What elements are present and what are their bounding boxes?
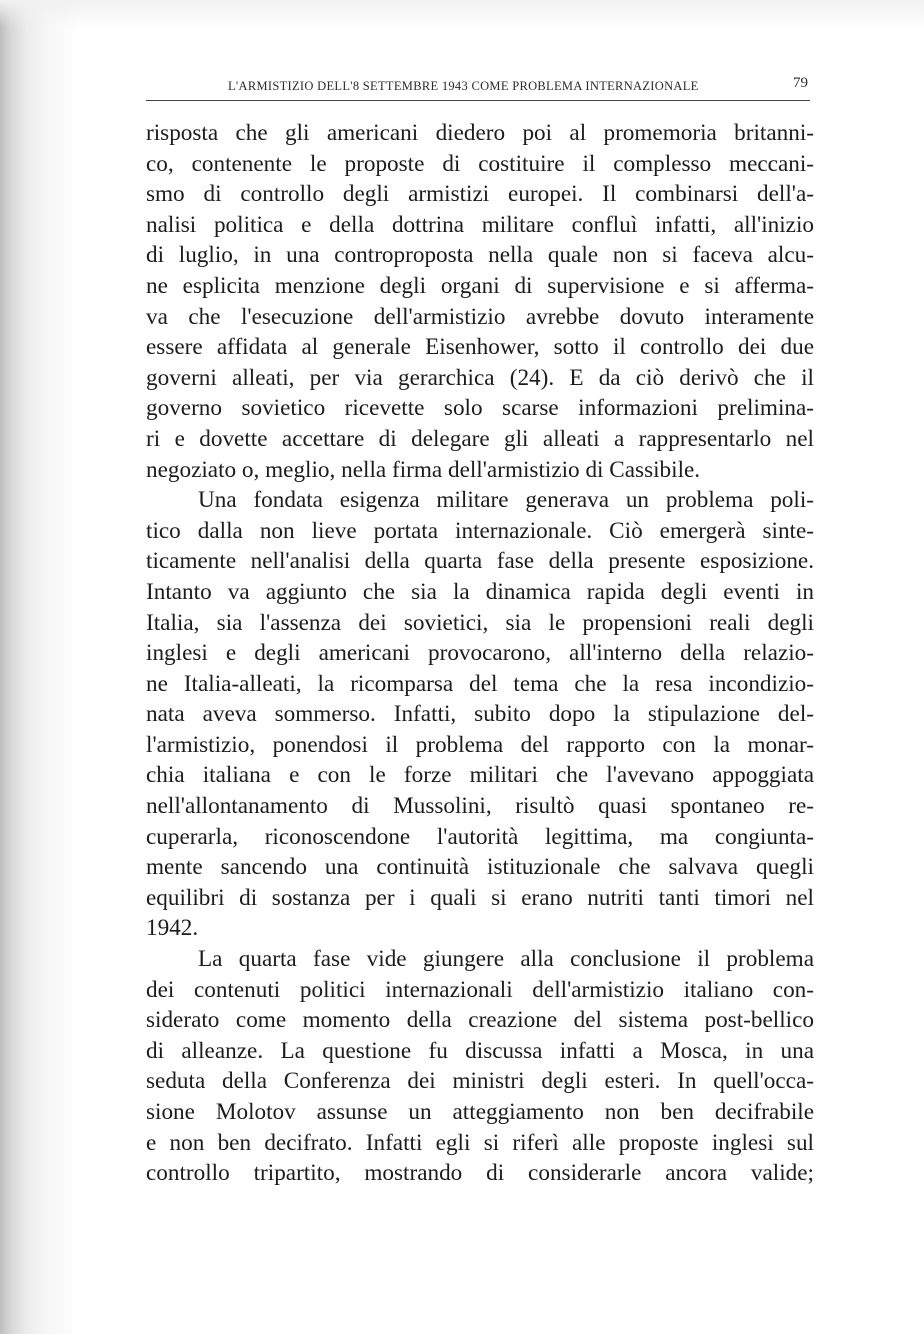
text-line: siderato come momento della creazione del sistema post-bellico: [146, 1007, 814, 1034]
text-line: ne esplicita menzione degli organi di supervisione e si afferma-: [146, 272, 814, 299]
text-line: negoziato o, meglio, nella firma dell'armistizio di Cassibile.: [146, 456, 701, 483]
text-line: ticamente nell'analisi della quarta fase della presente esposizione.: [146, 548, 814, 575]
text-line: co, contenente le proposte di costituire il complesso meccani-: [146, 150, 814, 177]
text-line: nell'allontanamento di Mussolini, risultò quasi spontaneo re-: [146, 793, 814, 820]
text-line: mente sancendo una continuità istituzionale che salvava quegli: [146, 854, 814, 881]
text-line: cuperarla, riconoscendone l'autorità legittima, ma congiunta-: [146, 823, 814, 850]
text-line: 1942.: [146, 915, 199, 942]
text-line: nata aveva sommerso. Infatti, subito dopo la stipulazione del-: [146, 701, 814, 728]
text-line: Intanto va aggiunto che sia la dinamica rapida degli eventi in: [146, 578, 814, 605]
text-line: di alleanze. La questione fu discussa infatti a Mosca, in una: [146, 1037, 814, 1064]
text-line: risposta che gli americani diedero poi al promemoria britanni-: [146, 120, 814, 146]
text-line: equilibri di sostanza per i quali si erano nutriti tanti timori nel: [146, 884, 814, 911]
running-header: [146, 76, 810, 101]
text-line: chia italiana e con le forze militari che l'avevano appoggiata: [146, 762, 814, 789]
text-line: va che l'esecuzione dell'armistizio avrebbe dovuto interamente: [146, 303, 814, 330]
running-title: L'ARMISTIZIO DELL'8 SETTEMBRE 1943 COME PROBLEMA INTERNAZIONALE: [228, 79, 699, 93]
text-line: nalisi politica e della dottrina militare confluì infatti, all'inizio: [146, 211, 814, 238]
text-line: governi alleati, per via gerarchica (24). E da ciò derivò che il: [146, 364, 814, 391]
text-line: di luglio, in una controproposta nella quale non si faceva alcu-: [146, 242, 814, 269]
body-text: [146, 118, 814, 1189]
text-line: l'armistizio, ponendosi il problema del rapporto con la monar-: [146, 731, 814, 758]
paragraph-1: [146, 118, 814, 485]
text-line: e non ben decifrato. Infatti egli si riferì alle proposte inglesi sul: [146, 1129, 814, 1156]
paragraph-2: [146, 485, 814, 944]
text-line: Italia, sia l'assenza dei sovietici, sia le propensioni reali degli: [146, 609, 814, 636]
text-line: ne Italia-alleati, la ricomparsa del tema che la resa incondizio-: [146, 670, 814, 697]
text-line: smo di controllo degli armistizi europei. Il combinarsi dell'a-: [146, 181, 814, 208]
text-line: essere affidata al generale Eisenhower, sotto il controllo dei due: [146, 334, 814, 361]
text-line: controllo tripartito, mostrando di considerarle ancora valide;: [146, 1160, 814, 1187]
page-number: 79: [793, 75, 808, 91]
text-line: tico dalla non lieve portata internazionale. Ciò emergerà sinte-: [146, 517, 814, 544]
text-line: governo sovietico ricevette solo scarse informazioni prelimina-: [146, 395, 814, 422]
text-line: inglesi e degli americani provocarono, all'interno della relazio-: [146, 640, 814, 667]
text-line: Una fondata esigenza militare generava un problema poli-: [198, 487, 814, 514]
text-line: dei contenuti politici internazionali dell'armistizio italiano con-: [146, 976, 814, 1003]
text-line: seduta della Conferenza dei ministri degli esteri. In quell'occa-: [146, 1068, 814, 1095]
text-line: ri e dovette accettare di delegare gli alleati a rappresentarlo nel: [146, 425, 814, 452]
page-shading: [0, 0, 924, 28]
text-line: La quarta fase vide giungere alla conclusione il problema: [198, 946, 814, 973]
text-line: sione Molotov assunse un atteggiamento non ben decifrabile: [146, 1099, 814, 1125]
paragraph-3: [146, 944, 814, 1189]
